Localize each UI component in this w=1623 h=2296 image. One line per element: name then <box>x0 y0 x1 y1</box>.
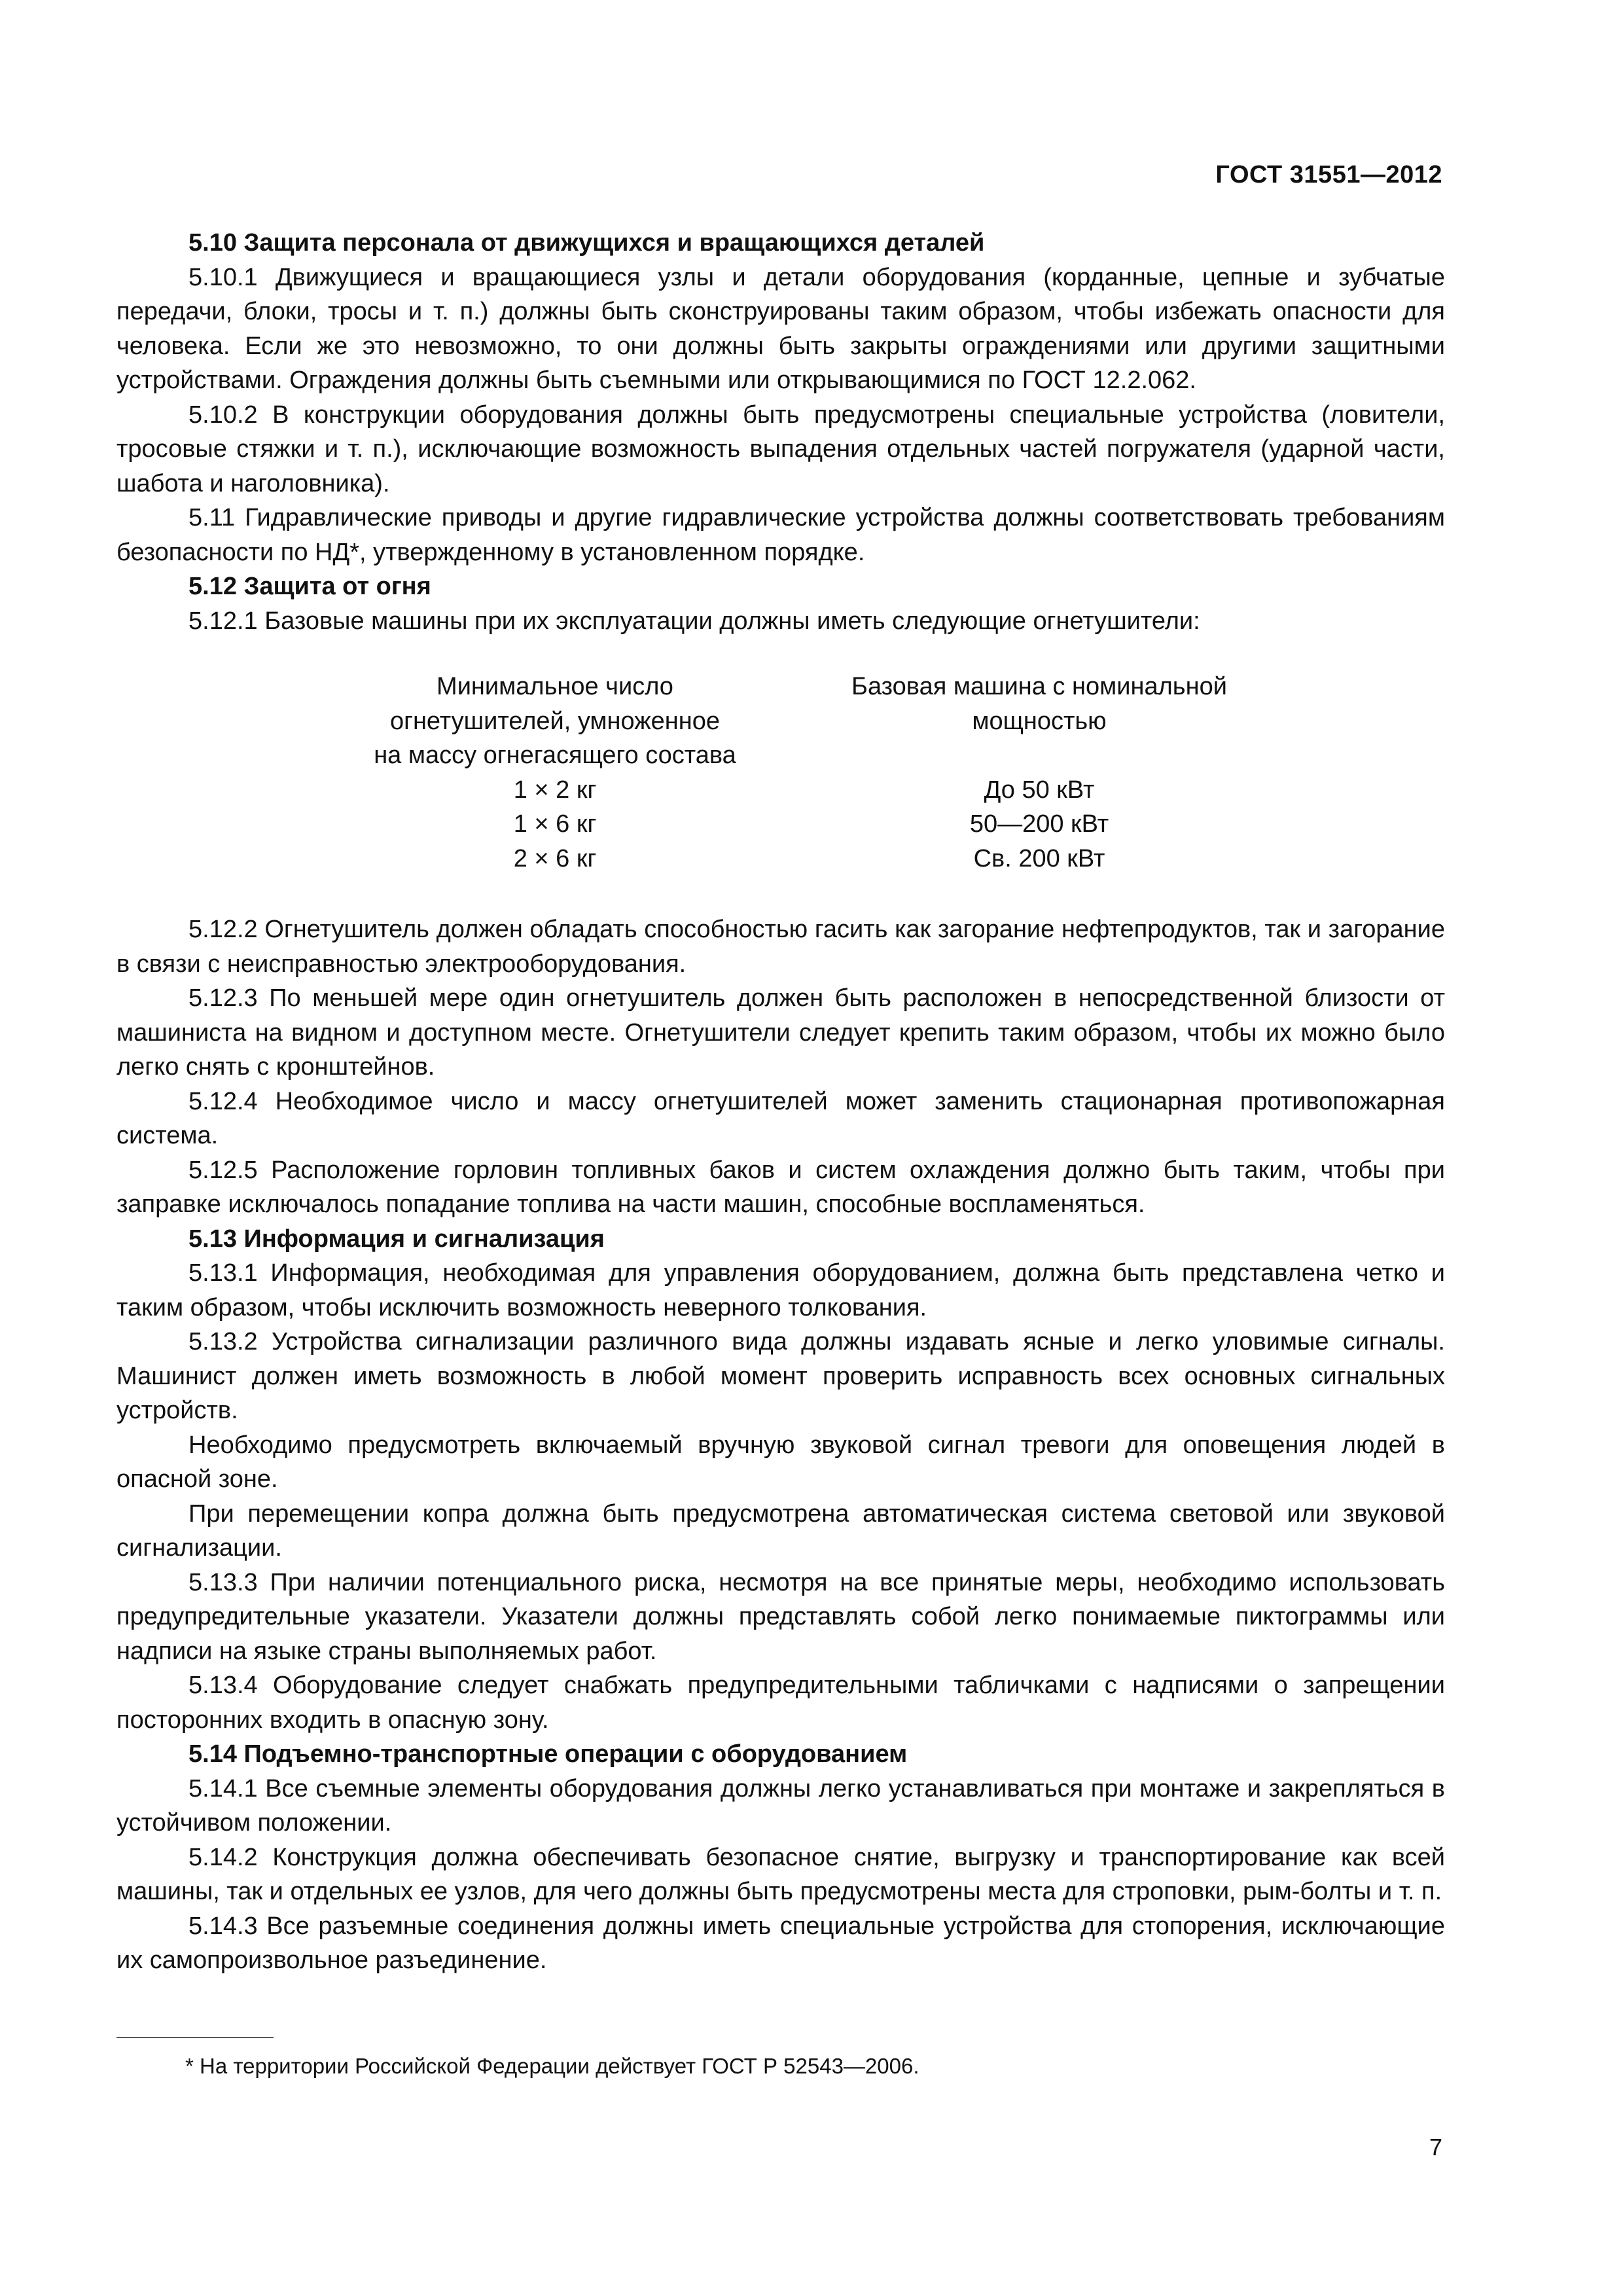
paragraph: 5.10.2 В конструкции оборудования должны быть предусмотрены специальные устройства (ловители, тросовые стяжки и т. п.), исключающие возможность выпадения отдельных частей погружателя (ударной части, шабота и наголовника). <box>116 401 1445 497</box>
section-heading: 5.14 Подъемно-транспортные операции с оборудованием <box>188 1740 908 1768</box>
page-content <box>116 226 1445 1978</box>
table-row <box>116 842 1445 876</box>
table-cell-power: До 50 кВт <box>984 776 1095 804</box>
header-line: мощностью <box>972 707 1107 735</box>
extinguisher-table <box>116 670 1445 876</box>
table-header-row <box>116 670 1445 773</box>
header-line: Базовая машина с номинальной <box>851 673 1227 700</box>
table-cell-power: Св. 200 кВт <box>973 844 1105 872</box>
paragraph: 5.13.3 При наличии потенциального риска, несмотря на все принятые меры, необходимо использовать предупредительные указатели. Указатели должны представлять собой легко понимаемые пиктограммы или надписи на языке страны выполняемых работ. <box>116 1568 1445 1665</box>
section-heading: 5.10 Защита персонала от движущихся и вращающихся деталей <box>188 229 985 257</box>
section-text-lower <box>116 912 1445 1978</box>
paragraph: Необходимо предусмотреть включаемый вручную звуковой сигнал тревоги для оповещения людей в опасной зоне. <box>116 1431 1445 1493</box>
table-cell-power: 50—200 кВт <box>969 810 1109 838</box>
table-row <box>116 773 1445 808</box>
paragraph: 5.12.2 Огнетушитель должен обладать способностью гасить как загорание нефтепродуктов, так и загорание в связи с неисправностью электрооборудования. <box>116 916 1445 978</box>
paragraph: 5.13.2 Устройства сигнализации различного вида должны издавать ясные и легко уловимые сигналы. Машинист должен иметь возможность в любой момент проверить исправность всех основных сигнальных устройств. <box>116 1328 1445 1424</box>
section-heading: 5.13 Информация и сигнализация <box>188 1225 605 1253</box>
paragraph: 5.12.5 Расположение горловин топливных баков и систем охлаждения должно быть таким, чтобы при заправке исключалось попадание топлива на части машин, способные воспламеняться. <box>116 1156 1445 1218</box>
header-line: огнетушителей, умноженное <box>389 707 721 735</box>
header-line: на массу огнегасящего состава <box>374 742 736 769</box>
document-id: ГОСТ 31551—2012 <box>1215 161 1442 188</box>
footnote-divider <box>116 2037 274 2038</box>
table-header-qty <box>303 670 807 773</box>
paragraph: При перемещении копра должна быть предусмотрена автоматическая система световой или звуковой сигнализации. <box>116 1499 1445 1562</box>
section-text-upper <box>116 226 1445 638</box>
footnote: * На территории Российской Федерации действует ГОСТ Р 52543—2006. <box>185 2054 919 2078</box>
paragraph: 5.14.1 Все съемные элементы оборудования должны легко устанавливаться при монтаже и закрепляться в устойчивом положении. <box>116 1774 1445 1837</box>
section-heading: 5.12 Защита от огня <box>188 573 431 600</box>
table-cell-qty: 1 × 2 кг <box>513 776 597 804</box>
paragraph: 5.13.1 Информация, необходимая для управления оборудованием, должна быть представлена четко и таким образом, чтобы исключить возможность неверного толкования. <box>116 1259 1445 1321</box>
paragraph: 5.11 Гидравлические приводы и другие гидравлические устройства должны соответствовать требованиям безопасности по НД*, утвержденному в установленном порядке. <box>116 504 1445 566</box>
paragraph: 5.12.3 По меньшей мере один огнетушитель должен быть расположен в непосредственной близости от машиниста на видном и доступном месте. Огнетушители следует крепить таким образом, чтобы их можно было легко снять с кронштейнов. <box>116 984 1445 1081</box>
table-cell-qty: 2 × 6 кг <box>513 844 597 872</box>
table-cell-qty: 1 × 6 кг <box>513 810 597 838</box>
paragraph: 5.12.1 Базовые машины при их эксплуатации должны иметь следующие огнетушители: <box>188 607 1200 635</box>
paragraph: 5.14.3 Все разъемные соединения должны иметь специальные устройства для стопорения, исключающие их самопроизвольное разъединение. <box>116 1912 1445 1974</box>
paragraph: 5.10.1 Движущиеся и вращающиеся узлы и детали оборудования (корданные, цепные и зубчатые передачи, блоки, тросы и т. п.) должны быть сконструированы таким образом, чтобы избежать опасности для человека. Если же это невозможно, то они должны быть закрыты ограждениями или другими защитными устройствами. Ограждения должны быть съемными или открывающимися по ГОСТ 12.2.062. <box>116 263 1445 394</box>
paragraph: 5.12.4 Необходимое число и массу огнетушителей может заменить стационарная противопожарная система. <box>116 1087 1445 1149</box>
page-number: 7 <box>1429 2134 1442 2161</box>
table-header-power <box>820 670 1258 773</box>
table-row <box>116 807 1445 842</box>
paragraph: 5.13.4 Оборудование следует снабжать предупредительными табличками с надписями о запрещении посторонних входить в опасную зону. <box>116 1672 1445 1734</box>
paragraph: 5.14.2 Конструкция должна обеспечивать безопасное снятие, выгрузку и транспортирование как всей машины, так и отдельных ее узлов, для чего должны быть предусмотрены места для строповки, рым-болты и т. п. <box>116 1843 1445 1905</box>
header-line: Минимальное число <box>437 673 673 700</box>
